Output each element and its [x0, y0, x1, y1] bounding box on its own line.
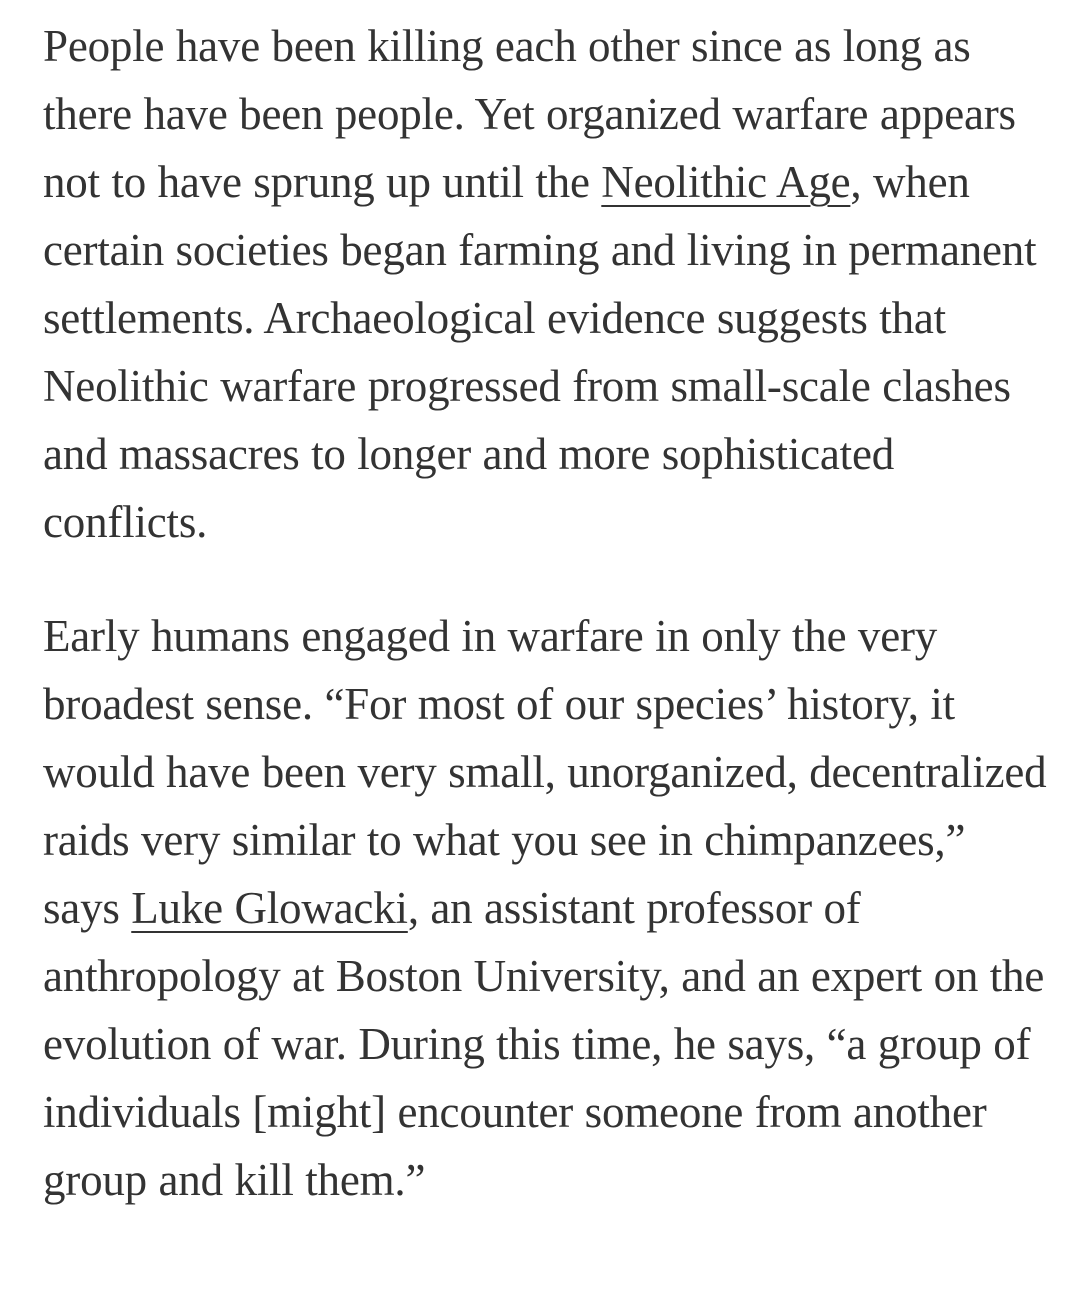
paragraph-text: Early humans engaged in warfare in only the very broadest sense. “For most of our species’ history, it would have been very small, unorganized, decentralized raids very similar to what you see in chimpanzees,” says [43, 611, 1047, 933]
paragraph-text: People have been killing each other since as long as there have been people. Yet organized warfare appears not to have sprung up until the [43, 21, 1016, 207]
paragraph-early-humans [43, 602, 1053, 1214]
article-body [43, 12, 1053, 1214]
link-luke-glowacki[interactable]: Luke Glowacki [131, 883, 408, 933]
paragraph-text: , when certain societies began farming and living in permanent settlements. Archaeological evidence suggests that Neolithic warfare progressed from small-scale clashes and massacres to longer and more sophisticated conflicts. [43, 157, 1037, 547]
paragraph-text: , an assistant professor of anthropology at Boston University, and an expert on the evolution of war. During this time, he says, “a group of individuals [might] encounter someone from another group and kill them.” [43, 883, 1045, 1205]
paragraph-neolithic-warfare [43, 12, 1053, 556]
link-neolithic-age[interactable]: Neolithic Age [601, 157, 851, 207]
